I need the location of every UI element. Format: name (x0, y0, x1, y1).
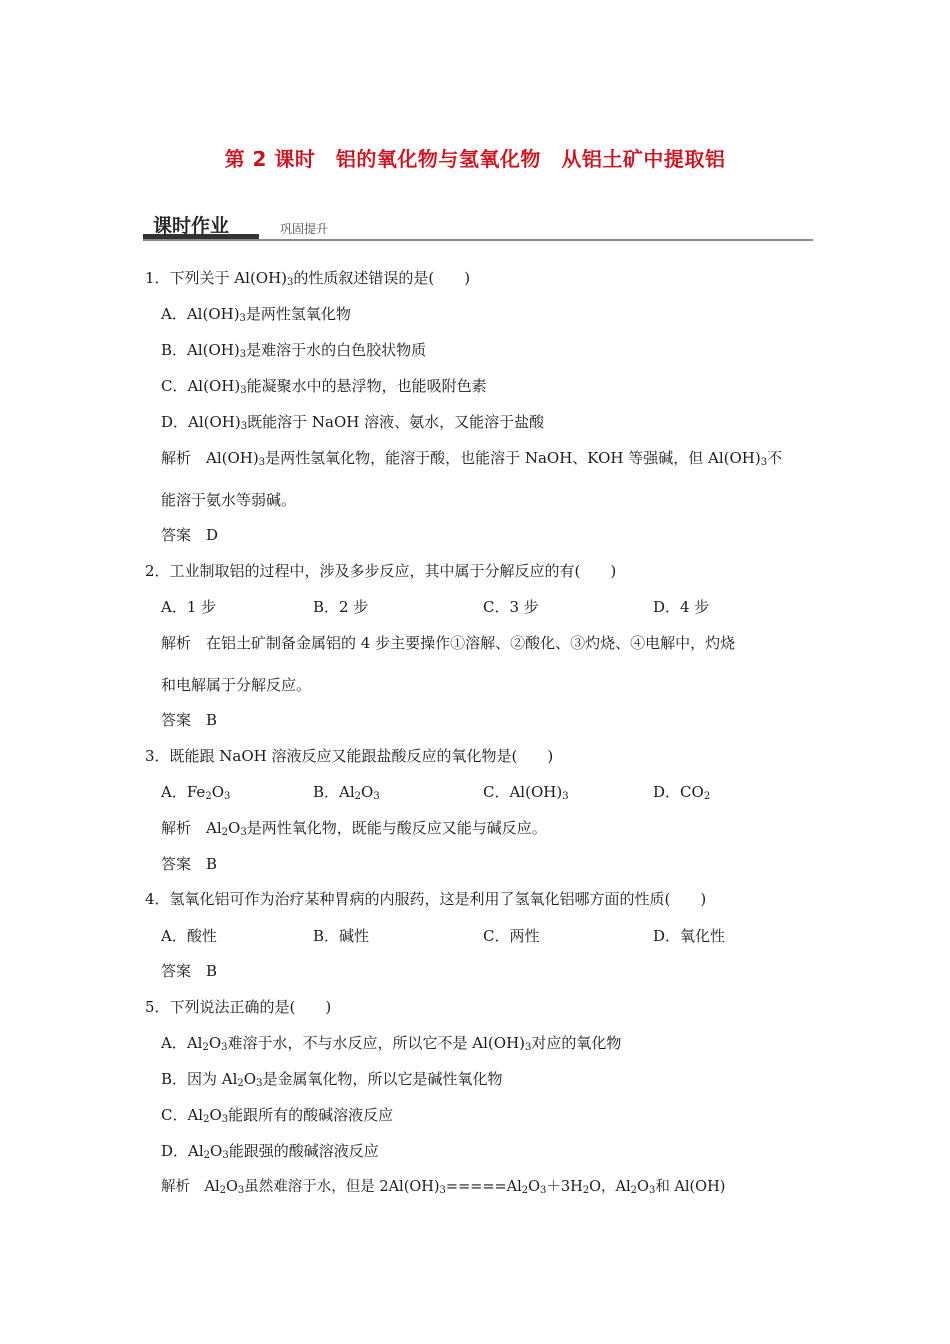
q1-option-b: B．$Al(OH)_3$是难溶于水的白色胶状物质 (161, 341, 427, 360)
q4-option-a: A．酸性 (161, 927, 217, 945)
q3-option-b: B．$Al_2O_3$ (313, 783, 380, 802)
q1-option-a: A．$Al(OH)_3$是两性氢氧化物 (161, 305, 351, 324)
q5-option-c: C．$Al_2O_3$能跟所有的酸碱溶液反应 (161, 1106, 394, 1125)
section-subtitle: 巩固提升 (280, 222, 329, 236)
q2-explanation-line1: 解析 在铝土矿制备金属铝的 4 步主要操作①溶解、②酸化、③灼烧、④电解中，灼烧 (161, 634, 736, 652)
q5-stem: 5．下列说法正确的是( ) (145, 998, 332, 1016)
section-header (143, 209, 813, 241)
q5-option-a: A．$Al_2O_3$难溶于水，不与水反应，所以它不是 $Al(OH)_3$对应的氧化物 (161, 1034, 622, 1053)
q3-option-a: A．$Fe_2O_3$ (161, 783, 231, 802)
q1-stem: 1．下列关于 $Al(OH)_3$的性质叙述错误的是( ) (145, 269, 471, 288)
q1-explanation-line1: 解析 $Al(OH)_3$是两性氢氧化物，能溶于酸，也能溶于 NaOH、KOH 等强碱，但 $Al(OH)_3$不 (161, 449, 783, 468)
section-title: 课时作业 (153, 215, 230, 237)
q2-option-c: C．3 步 (483, 598, 539, 616)
q2-stem: 2．工业制取铝的过程中，涉及多步反应，其中属于分解反应的有( ) (145, 562, 617, 580)
q2-answer: 答案 B (161, 711, 218, 729)
q4-answer: 答案 B (161, 962, 218, 980)
q3-explanation: 解析 $Al_2O_3$是两性氧化物，既能与酸反应又能与碱反应。 (161, 819, 547, 838)
q4-stem: 4．氢氧化铝可作为治疗某种胃病的内服药，这是利用了氢氧化铝哪方面的性质( ) (145, 890, 707, 908)
q3-option-d: D．$CO_2$ (653, 783, 711, 802)
page-title: 第 2 课时 铝的氧化物与氢氧化物 从铝土矿中提取铝 (224, 147, 726, 171)
q1-option-d: D．$Al(OH)_3$既能溶于 NaOH 溶液、氨水，又能溶于盐酸 (161, 413, 545, 432)
q4-option-b: B．碱性 (313, 927, 370, 945)
q1-answer: 答案 D (161, 526, 219, 544)
q3-stem: 3．既能跟 NaOH 溶液反应又能跟盐酸反应的氧化物是( ) (145, 747, 554, 765)
q5-explanation: 解析 $Al_2O_3$虽然难溶于水，但是 $2Al(OH)_3=====Al_2O_3+3H_2O$，$Al_2O_3$和 Al(OH) (161, 1179, 726, 1196)
q5-option-b: B．因为 $Al_2O_3$是金属氧化物，所以它是碱性氧化物 (161, 1070, 503, 1089)
q1-option-c: C．$Al(OH)_3$能凝聚水中的悬浮物，也能吸附色素 (161, 377, 487, 396)
q2-explanation-line2: 和电解属于分解反应。 (161, 676, 312, 694)
q2-option-d: D．4 步 (653, 598, 710, 616)
q4-option-d: D．氧化性 (653, 927, 726, 945)
q4-option-c: C．两性 (483, 927, 540, 945)
q1-explanation-line2: 能溶于氨水等弱碱。 (161, 491, 297, 509)
q3-answer: 答案 B (161, 855, 218, 873)
q5-option-d: D．$Al_2O_3$能跟强的酸碱溶液反应 (161, 1142, 379, 1161)
q2-option-b: B．2 步 (313, 598, 369, 616)
q3-option-c: C．$Al(OH)_3$ (483, 783, 569, 802)
q2-option-a: A．1 步 (161, 598, 217, 616)
